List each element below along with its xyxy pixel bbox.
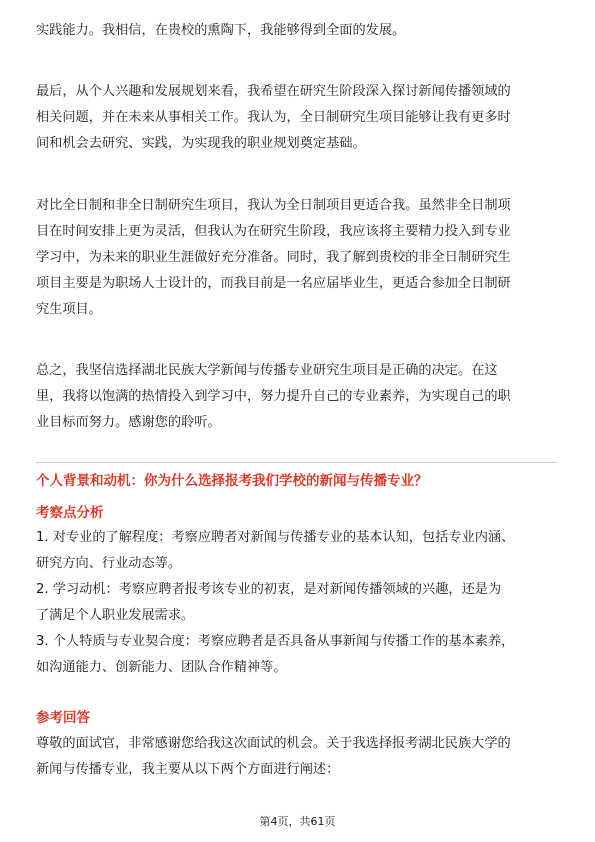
answer-paragraph [36, 731, 558, 783]
text-line: 业目标而努力。感谢您的聆听。 [36, 415, 221, 430]
page-footer: 第4页，共61页 [259, 815, 336, 828]
text-line: 学习中，为未来的职业生涯做好充分准备。同时，我了解到贵校的非全日制研究生 [36, 250, 511, 265]
analysis-item-2-line: 2. 学习动机：考察应聘者报考该专业的初衷，是对新闻传播领域的兴趣，还是为 [36, 582, 502, 597]
analysis-item-1-line: 1. 对专业的了解程度：考察应聘者对新闻与传播专业的基本认知，包括专业内涵、 [36, 530, 515, 545]
question-title: 个人背景和动机：你为什么选择报考我们学校的新闻与传播专业？ [36, 473, 428, 489]
paragraph-conclusion [36, 358, 558, 436]
analysis-list [36, 525, 558, 681]
text-line: 项目主要是为职场人士设计的，而我目前是一名应届毕业生，更适合参加全日制研 [36, 276, 511, 291]
section-divider [36, 462, 558, 463]
answer-heading: 参考回答 [36, 710, 90, 726]
text-line: 对比全日制和非全日制研究生项目，我认为全日制项目更适合我。虽然非全日制项 [36, 198, 511, 213]
text-line: 总之，我坚信选择湖北民族大学新闻与传播专业研究生项目是正确的决定。在这 [36, 363, 498, 378]
text-line: 最后，从个人兴趣和发展规划来看，我希望在研究生阶段深入探讨新闻传播领域的 [36, 84, 511, 99]
analysis-item-3-line: 3. 个人特质与专业契合度：考察应聘者是否具备从事新闻与传播工作的基本素养， [36, 634, 515, 649]
paragraph-continuation [36, 18, 558, 44]
text-line: 尊敬的面试官，非常感谢您给我这次面试的机会。关于我选择报考湖北民族大学的 [36, 736, 511, 751]
text-line: 新闻与传播专业，我主要从以下两个方面进行阐述： [36, 762, 340, 777]
analysis-item-3-line: 如沟通能力、创新能力、团队合作精神等。 [36, 660, 287, 675]
analysis-item-2-line: 了满足个人职业发展需求。 [36, 608, 195, 623]
text-line: 目在时间安排上更为灵活，但我认为在研究生阶段，我应该将主要精力投入到专业 [36, 224, 511, 239]
paragraph-fulltime-comparison [36, 193, 558, 323]
analysis-item-1-line: 研究方向、行业动态等。 [36, 556, 182, 571]
text-line: 相关问题，并在未来从事相关工作。我认为，全日制研究生项目能够让我有更多时 [36, 110, 511, 125]
paragraph-interest [36, 79, 558, 157]
analysis-heading: 考察点分析 [36, 505, 104, 521]
text-line: 实践能力。我相信，在贵校的熏陶下，我能够得到全面的发展。 [36, 23, 406, 38]
text-line: 里，我将以饱满的热情投入到学习中，努力提升自己的专业素养，为实现自己的职 [36, 389, 511, 404]
text-line: 间和机会去研究、实践，为实现我的职业规划奠定基础。 [36, 136, 366, 151]
text-line: 究生项目。 [36, 302, 102, 317]
